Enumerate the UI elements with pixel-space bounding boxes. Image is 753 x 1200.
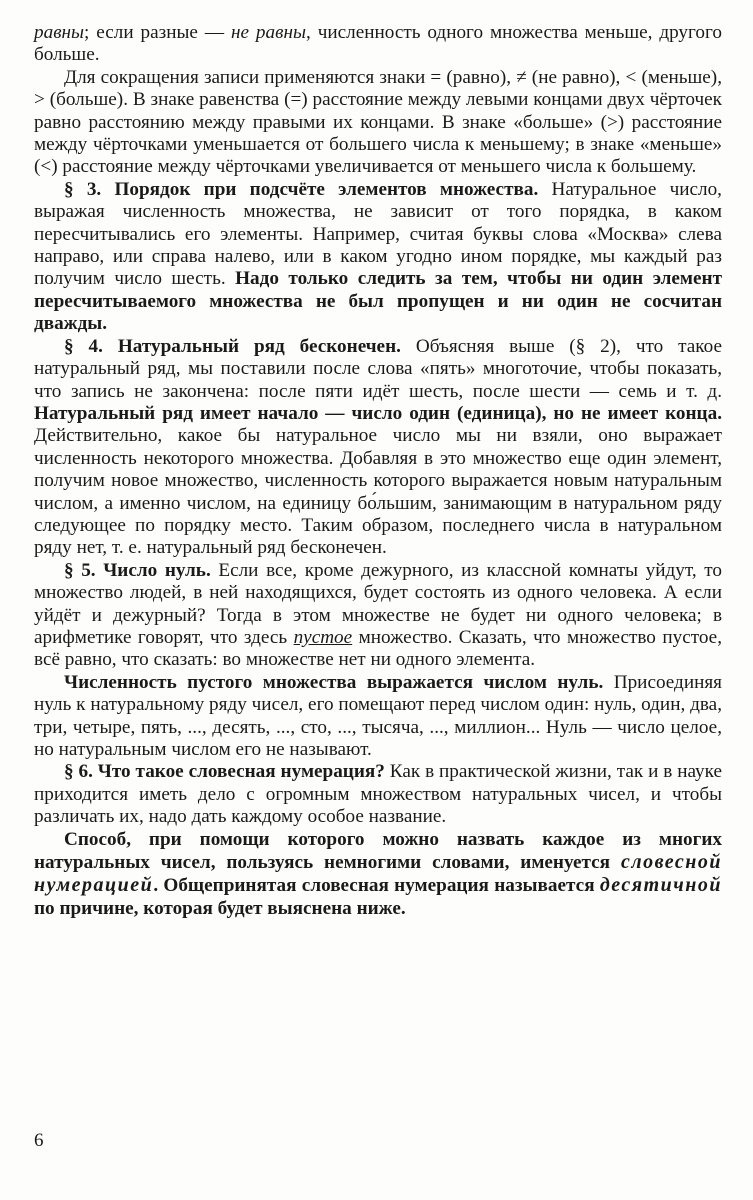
section-3-heading: § 3. Порядок при подсчёте элементов множества. — [64, 178, 539, 200]
section-6-paragraph — [34, 761, 722, 828]
bold-statement: Надо только следить за тем, чтобы ни один элемент пересчитываемого множества не был пропущен и ни один не сосчитан дважды. — [34, 268, 722, 335]
text-run: Действительно, какое бы натуральное число мы ни взяли, оно выражает численность некоторого множества. Добавляя в это множество еще один элемент, получим новое множество, численность которого выражается новым натуральным числом, а именно числом, на единицу бо́льшим, занимающим в натуральном ряду следующее по порядку место. Таким образом, последнего числа в натуральном ряду нет, т. е. натуральный ряд бесконечен. — [34, 425, 722, 559]
text-run: Как в практической жизни, так и в науке приходится иметь дело с огромным множеством натуральных чисел, и чтобы различать их, надо дать каждому особое название. — [34, 761, 722, 828]
text-run: Объясняя выше (§ 2), что такое натуральный ряд, мы поставили после слова «пять» многоточие, чтобы показать, что запись не закончена: после пяти идёт шесть, после шести — семь и т. д. — [34, 335, 722, 402]
spaced-term: десятичной — [599, 874, 722, 897]
text-run: Способ, при помощи которого можно назвать каждое из многих натуральных чисел, пользуясь немногими словами, именуется — [34, 828, 722, 874]
italic-term: равны — [34, 22, 85, 43]
page-text — [34, 22, 722, 920]
italic-term: не равны — [230, 22, 306, 43]
text-run: Если все, кроме дежурного, из классной комнаты уйдут, то множество людей, в ней находящихся, будет состоять из одного человека. А если уйдёт и дежурный? Тогда в этом множестве не будет ни одного человека; в арифметике говорят, что здесь — [34, 559, 722, 648]
section-5-heading: § 5. Число нуль. — [64, 559, 211, 581]
spaced-term: словесной нумерацией — [34, 851, 722, 897]
text-run: , численность одного множества меньше, другого больше. — [34, 22, 722, 66]
section-3-paragraph — [34, 179, 722, 336]
paragraph-equality-end — [34, 22, 722, 67]
text-run: множество. Сказать, что множество пустое, всё равно, что сказать: во множестве нет ни одного элемента. — [34, 626, 723, 671]
bold-statement: Численность пустого множества выражается числом нуль. — [64, 671, 604, 693]
text-run: Присоединяя нуль к натуральному ряду чисел, его помещают перед числом один: нуль, один, два, три, четыре, пять, ..., десять, ..., сто, ..., тысяча, ..., миллион... Нуль — число целое, но натуральным числом его не называют. — [34, 671, 723, 760]
paragraph-numeration — [34, 829, 722, 921]
bold-statement: Натуральный ряд имеет начало — число один (единица), но не имеет конца. — [34, 402, 722, 424]
text-run: Для сокращения записи применяются знаки = (равно), ≠ (не равно), < (меньше), > (больше). В знаке равенства (=) расстояние между левыми концами двух чёрточек равно расстоянию между правыми их концами. В знаке «больше» (>) расстояние между чёрточками уменьшается от большего числа к меньшему; в знаке «меньше» (<) расстояние между чёрточками увеличивается от меньшего числа к большему. — [34, 66, 722, 178]
section-6-heading: § 6. Что такое словесная нумерация? — [64, 761, 385, 783]
section-4-paragraph — [34, 336, 722, 560]
paragraph-signs — [34, 67, 722, 179]
page-number: 6 — [34, 1130, 44, 1151]
section-4-heading: § 4. Натуральный ряд бесконечен. — [64, 335, 401, 357]
paragraph-zero — [34, 672, 722, 762]
text-run: по причине, которая будет выяснена ниже. — [34, 897, 406, 919]
italic-term: пустое — [293, 626, 353, 648]
text-run: ; если разные — — [84, 22, 231, 43]
section-5-paragraph — [34, 560, 722, 672]
text-run: Натуральное число, выражая численность множества, не зависит от того порядка, в каком пересчитывались его элементы. Например, считая буквы слова «Москва» слева направо, или справа налево, или в каком угодно ином порядке, мы каждый раз получим число шесть. — [34, 178, 722, 290]
text-run: . Общепринятая словесная нумерация называется — [153, 875, 600, 897]
